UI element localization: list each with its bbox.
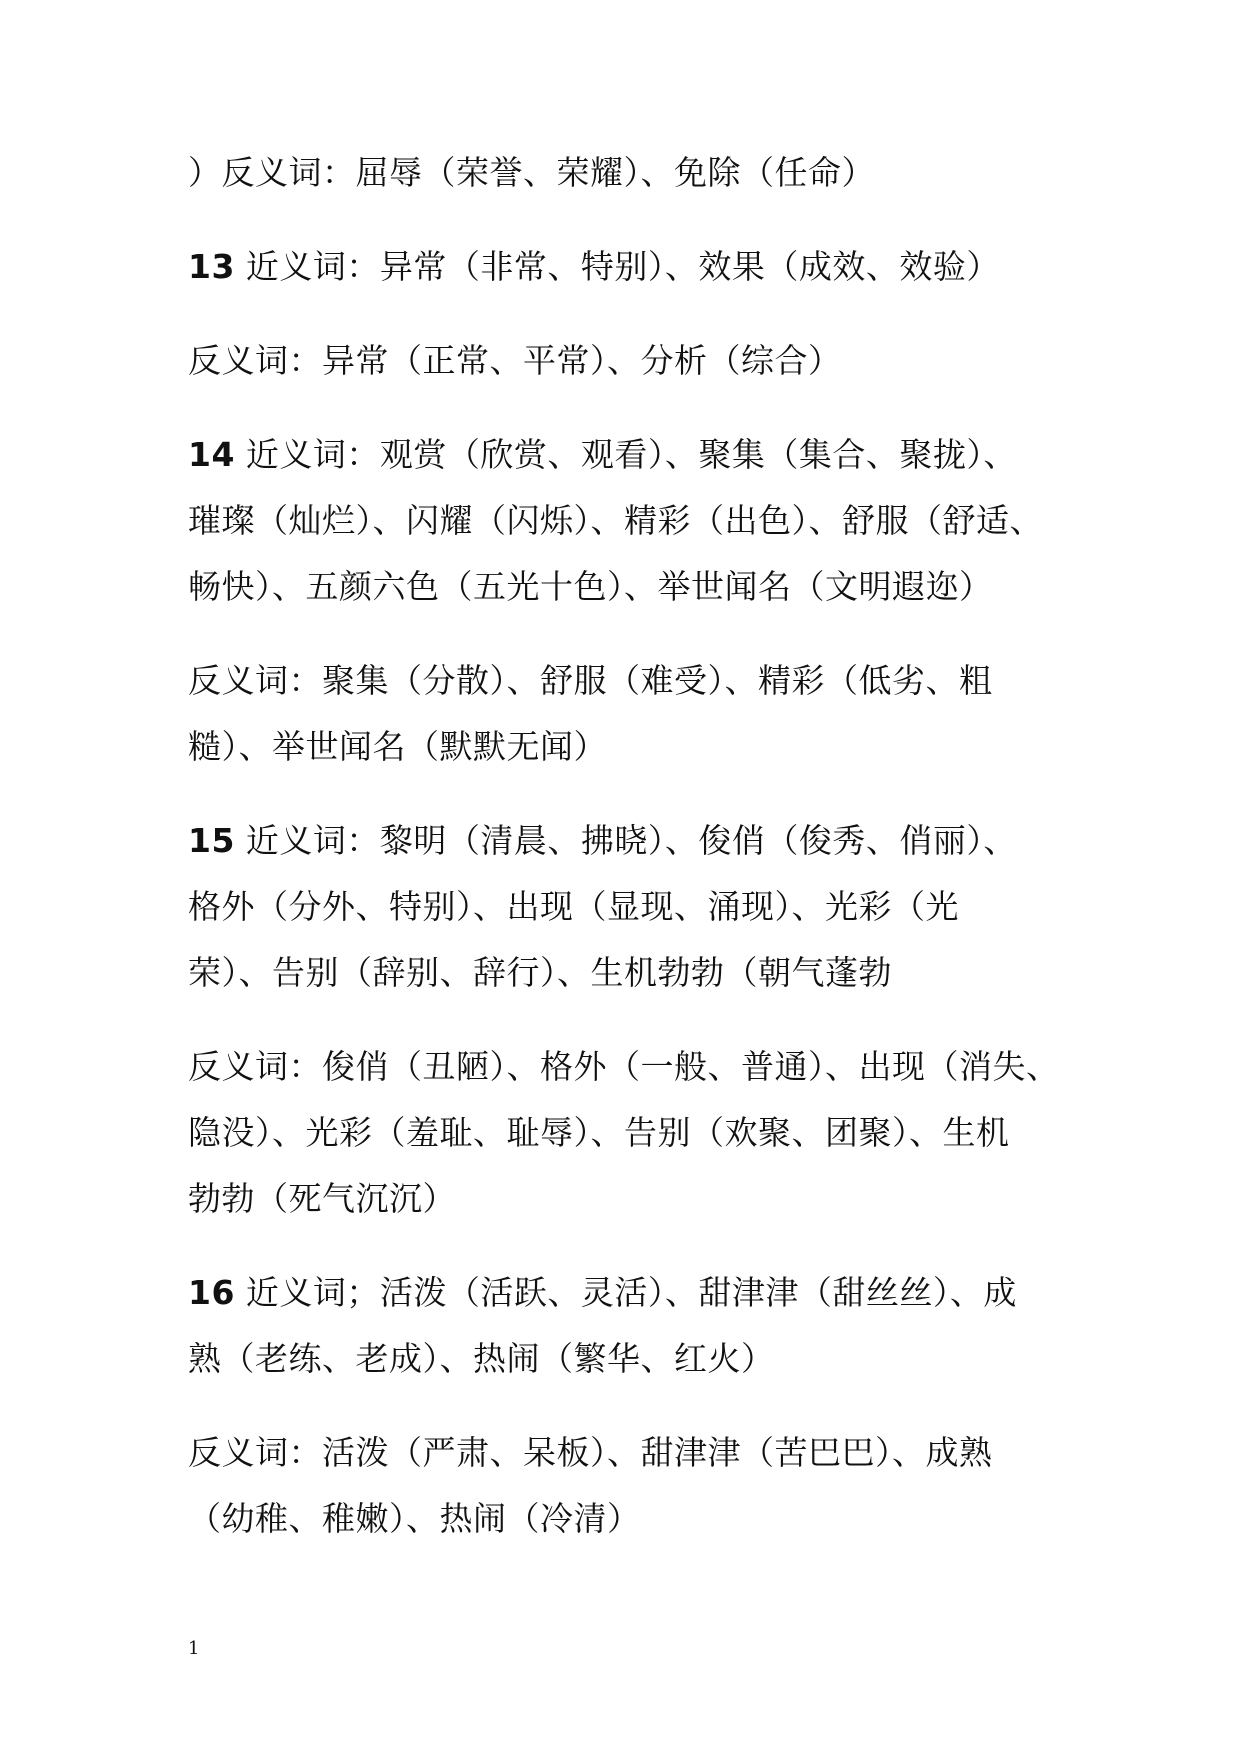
line-text: 反义词：聚集（分散）、舒服（难受）、精彩（低劣、粗 xyxy=(188,661,993,700)
paragraph xyxy=(188,234,1088,300)
text-line xyxy=(188,328,1088,394)
line-text: 璀璨（灿烂）、闪耀（闪烁）、精彩（出色）、舒服（舒适、 xyxy=(188,501,1043,540)
item-number: 14 xyxy=(188,435,235,474)
line-text: 反义词：俊俏（丑陋）、格外（一般、普通）、出现（消失、 xyxy=(188,1047,1060,1086)
text-line xyxy=(188,874,1088,940)
item-number: 15 xyxy=(188,821,235,860)
line-text: 熟（老练、老成）、热闹（繁华、红火） xyxy=(188,1339,775,1378)
text-line xyxy=(188,648,1088,714)
paragraph xyxy=(188,422,1088,620)
line-text: 近义词：观赏（欣赏、观看）、聚集（集合、聚拢）、 xyxy=(234,435,1017,474)
text-line xyxy=(188,488,1088,554)
text-line xyxy=(188,140,1088,206)
text-line xyxy=(188,234,1088,300)
line-text: 格外（分外、特别）、出现（显现、涌现）、光彩（光 xyxy=(188,887,959,926)
text-line xyxy=(188,1260,1088,1326)
paragraph xyxy=(188,648,1088,780)
text-line xyxy=(188,554,1088,620)
document-body xyxy=(188,140,1088,1580)
line-text: 近义词：黎明（清晨、拂晓）、俊俏（俊秀、俏丽）、 xyxy=(234,821,1017,860)
page-number: 1 xyxy=(188,1638,200,1659)
text-line xyxy=(188,940,1088,1006)
text-line xyxy=(188,1166,1088,1232)
text-line xyxy=(188,1034,1088,1100)
line-text: 近义词；活泼（活跃、灵活）、甜津津（甜丝丝）、成 xyxy=(234,1273,1017,1312)
paragraph xyxy=(188,1034,1088,1232)
text-line xyxy=(188,1486,1088,1552)
paragraph xyxy=(188,140,1088,206)
line-text: 勃勃（死气沉沉） xyxy=(188,1179,456,1218)
text-line xyxy=(188,1100,1088,1166)
paragraph xyxy=(188,808,1088,1006)
paragraph xyxy=(188,328,1088,394)
line-text: 畅快）、五颜六色（五光十色）、举世闻名（文明遐迩） xyxy=(188,567,993,606)
paragraph xyxy=(188,1420,1088,1552)
line-text: （幼稚、稚嫩）、热闹（冷清） xyxy=(188,1499,641,1538)
line-text: 反义词：活泼（严肃、呆板）、甜津津（苦巴巴）、成熟 xyxy=(188,1433,993,1472)
text-line xyxy=(188,714,1088,780)
line-text: 反义词：异常（正常、平常）、分析（综合） xyxy=(188,341,842,380)
paragraph xyxy=(188,1260,1088,1392)
line-text: 荣）、告别（辞别、辞行）、生机勃勃（朝气蓬勃 xyxy=(188,953,892,992)
text-line xyxy=(188,1420,1088,1486)
line-text: 隐没）、光彩（羞耻、耻辱）、告别（欢聚、团聚）、生机 xyxy=(188,1113,1010,1152)
text-line xyxy=(188,1326,1088,1392)
line-text: ）反义词：屈辱（荣誉、荣耀）、免除（任命） xyxy=(188,153,875,192)
item-number: 16 xyxy=(188,1273,235,1312)
text-line xyxy=(188,808,1088,874)
line-text: 糙）、举世闻名（默默无闻） xyxy=(188,727,607,766)
text-line xyxy=(188,422,1088,488)
item-number: 13 xyxy=(188,247,235,286)
line-text: 近义词：异常（非常、特别）、效果（成效、效验） xyxy=(234,247,1000,286)
